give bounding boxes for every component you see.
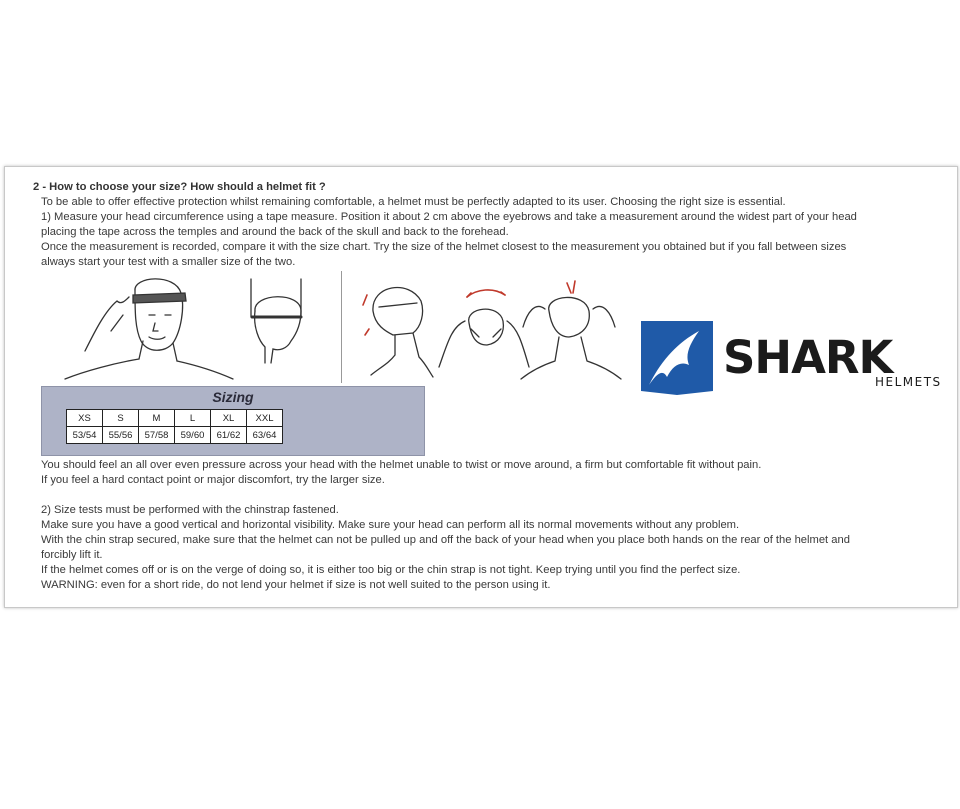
test-line-5: If the helmet comes off or is on the verge of doing so, it is either too big or the chin strap is not tight. Keep trying until you find the perfect size. — [41, 564, 741, 576]
size-range: 61/62 — [211, 427, 247, 444]
size-guide-panel — [4, 166, 958, 608]
helmet-on-illustration — [363, 288, 433, 377]
fit-line-2: If you feel a hard contact point or major discomfort, try the larger size. — [41, 474, 385, 486]
test-line-1: 2) Size tests must be performed with the chinstrap fastened. — [41, 504, 339, 516]
helmet-fit-illustrations — [359, 271, 629, 383]
size-range: 57/58 — [139, 427, 175, 444]
brand-name: SHARK — [723, 331, 893, 384]
intro-line-1: To be able to offer effective protection whilst remaining comfortable, a helmet must be perfectly adapted to its user. Choosing the right size is essential. — [41, 196, 786, 208]
intro-line-3: placing the tape across the temples and around the back of the skull and back to the forehead. — [41, 226, 509, 238]
size-range-row — [67, 427, 283, 444]
test-line-4: forcibly lift it. — [41, 549, 103, 561]
size-range: 63/64 — [247, 427, 283, 444]
helmet-lift-illustration — [521, 281, 621, 379]
shark-logo-icon — [637, 321, 717, 395]
size-label: XXL — [247, 410, 283, 427]
sizing-title: Sizing — [212, 389, 254, 405]
size-label: XL — [211, 410, 247, 427]
fit-line-1: You should feel an all over even pressure across your head with the helmet unable to twist or move around, a firm but comfortable fit without pain. — [41, 459, 762, 471]
size-range: 53/54 — [67, 427, 103, 444]
head-profile-illustration — [243, 271, 313, 371]
size-range: 59/60 — [175, 427, 211, 444]
size-label: S — [103, 410, 139, 427]
size-label: XS — [67, 410, 103, 427]
intro-line-2: 1) Measure your head circumference using a tape measure. Position it about 2 cm above the eyebrows and take a measurement around the widest part of your head — [41, 211, 857, 223]
test-line-2: Make sure you have a good vertical and horizontal visibility. Make sure your head can perform all its normal movements without any problem. — [41, 519, 740, 531]
size-range: 55/56 — [103, 427, 139, 444]
intro-line-5: always start your test with a smaller size of the two. — [41, 256, 296, 268]
helmet-twist-illustration — [439, 290, 529, 367]
section-heading: 2 - How to choose your size? How should a helmet fit ? — [33, 181, 326, 193]
illustration-divider — [341, 271, 342, 383]
size-label-row — [67, 410, 283, 427]
warning-line: WARNING: even for a short ride, do not lend your helmet if size is not well suited to the person using it. — [41, 579, 551, 591]
intro-line-4: Once the measurement is recorded, compare it with the size chart. Try the size of the helmet closest to the measurement you obtained but if you fall between sizes — [41, 241, 847, 253]
size-label: L — [175, 410, 211, 427]
head-measure-illustration — [55, 271, 240, 381]
size-label: M — [139, 410, 175, 427]
sizing-table — [66, 409, 283, 444]
sizing-chart — [41, 386, 425, 456]
test-line-3: With the chin strap secured, make sure that the helmet can not be pulled up and off the back of your head when you place both hands on the rear of the helmet and — [41, 534, 850, 546]
brand-sub: HELMETS — [875, 375, 942, 389]
